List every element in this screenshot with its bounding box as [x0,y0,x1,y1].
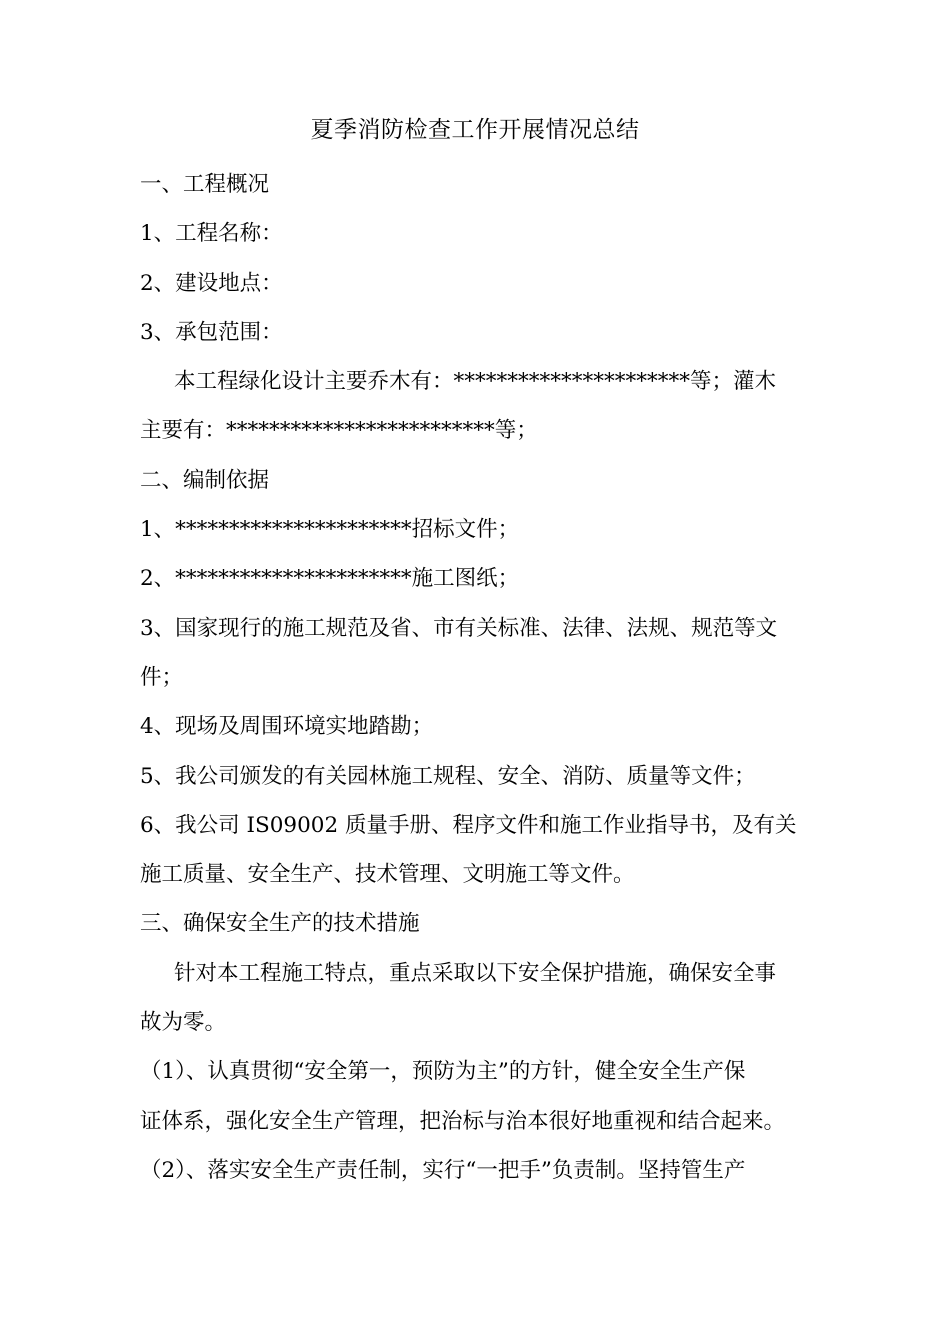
text-line: 施工质量、安全生产、技术管理、文明施工等文件。 [140,862,635,888]
text-line: 故为零。 [140,1010,227,1036]
text-line: 证体系，强化安全生产管理，把治标与治本很好地重视和结合起来。 [140,1108,786,1134]
text-line: 2、**********************施工图纸； [140,566,520,592]
text-line: 本工程绿化设计主要乔木有：**********************等；灌木 [174,369,777,395]
text-line: 2、建设地点： [140,270,283,296]
text-line: 针对本工程施工特点，重点采取以下安全保护措施，确保安全事 [174,960,777,986]
text-line: 3、承包范围： [140,319,283,345]
text-line: 5、我公司颁发的有关园林施工规程、安全、消防、质量等文件； [140,763,756,789]
text-line: 4、现场及周围环境实地踏勘； [140,714,434,740]
text-line: （2）、落实安全生产责任制，实行“一把手”负责制。坚持管生产 [140,1157,746,1183]
text-line: 6、我公司 IS09002 质量手册、程序文件和施工作业指导书，及有关 [140,812,797,838]
document-body [140,160,800,1195]
text-line: 二、编制依据 [140,467,270,493]
text-line: 件； [140,664,184,690]
text-line: 一、工程概况 [140,172,270,197]
text-line: 1、工程名称： [140,221,283,247]
text-line: （1）、认真贯彻“安全第一，预防为主”的方针，健全安全生产保 [140,1059,746,1085]
text-line: 主要有：*************************等； [140,418,538,444]
text-line: 三、确保安全生产的技术措施 [140,911,420,937]
text-line: 3、国家现行的施工规范及省、市有关标准、法律、法规、规范等文 [140,615,778,641]
document-title: 夏季消防检查工作开展情况总结 [310,117,640,143]
text-line: 1、**********************招标文件； [140,517,520,543]
